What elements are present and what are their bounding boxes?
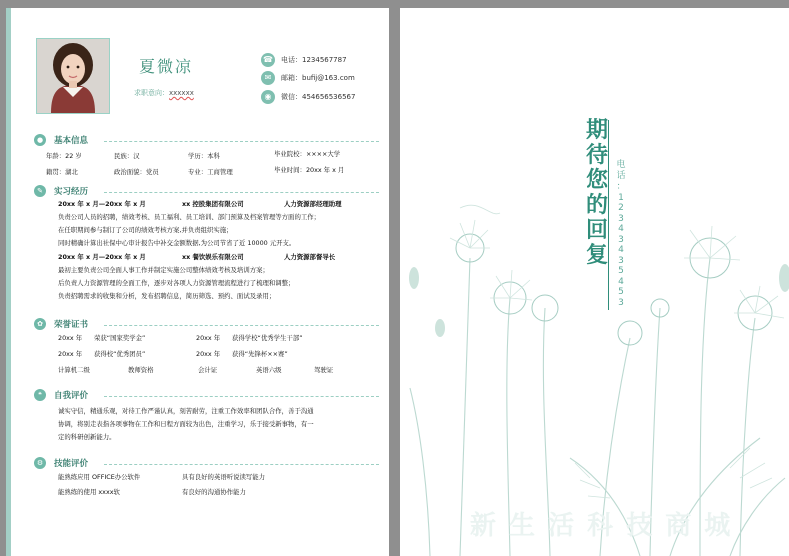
cover-phone-char: ： [616, 182, 626, 192]
resume-page [6, 8, 389, 556]
info-major: 专业：工商管理 [188, 168, 233, 176]
skill-item: 有良好的沟通协作能力 [182, 488, 246, 496]
phone-icon: ☎ [261, 53, 275, 67]
honor-item: 荣获“国家奖学金” [94, 334, 146, 342]
contact-wechat [261, 90, 355, 104]
cover-title-char: 期 [585, 117, 608, 143]
cover-phone-char: 1 [618, 192, 624, 203]
cover-phone-char: 4 [618, 224, 624, 234]
job2-company: xx 餐饮娱乐有限公司 [182, 253, 244, 261]
cover-phone-char: 4 [618, 276, 624, 287]
info-hometown: 籍贯：湖北 [46, 168, 78, 176]
award-icon: ✿ [34, 318, 46, 330]
skill-item: 能熟练应用 OFFICE办公软件 [58, 473, 141, 481]
self-eval-line: 诚实守信，精通乐观，对待工作严谨认真，刻苦耐劳，注重工作效率和团队合作，善于沟通 [58, 407, 314, 415]
cover-title-char: 您 [585, 167, 608, 193]
honor-item: 获得校“优秀团员” [94, 350, 146, 358]
profile-photo [36, 38, 110, 114]
accent-bar [6, 8, 11, 556]
contact-phone-text: 电话：1234567787 [281, 56, 347, 64]
section-title: 荣誉证书 [54, 320, 89, 330]
job-intent [134, 88, 194, 98]
job2-line: 负责招聘需求的收集和分析，发布招聘信息，简历筛选、预约、面试及录用； [58, 292, 276, 300]
self-eval-line: 协调，将别走表指各项事物在工作和日程方面较为出色，注重学习，乐于接受新事物，有一 [58, 420, 314, 428]
edit-icon: ✎ [34, 185, 46, 197]
section-honors [34, 319, 379, 379]
certificate: 英语六级 [256, 366, 282, 374]
job2-role: 人力资源部督导长 [284, 253, 336, 261]
cover-title-char: 回 [585, 217, 608, 243]
honor-year: 20xx 年 [58, 350, 83, 358]
contact-email [261, 71, 355, 85]
info-ethnicity: 民族：汉 [114, 152, 140, 160]
info-age: 年龄：22 岁 [46, 152, 82, 160]
section-experience [34, 186, 379, 311]
section-title: 实习经历 [54, 187, 89, 197]
section-self-eval [34, 390, 379, 440]
job1-role: 人力资源部经理助理 [284, 200, 342, 208]
cover-divider [608, 120, 609, 310]
skill-item: 具有良好的英语听说读写能力 [182, 473, 266, 481]
honor-item: 获得“先锋杯××赛” [232, 350, 288, 358]
dandelion-illustration [400, 8, 789, 556]
wechat-icon: ◉ [261, 90, 275, 104]
cover-phone-char: 3 [618, 255, 624, 266]
cover-phone-char: 3 [618, 213, 624, 224]
cover-title-char: 的 [585, 192, 608, 218]
job1-date: 20xx 年 x 月—20xx 年 x 月 [58, 200, 146, 208]
section-basic-info [34, 135, 379, 180]
certificate: 教师资格 [128, 366, 154, 374]
cover-phone-char: 3 [618, 234, 624, 245]
cover-phone-char: 3 [618, 297, 624, 308]
candidate-name: 夏微凉 [138, 57, 193, 76]
certificate: 计算机二级 [58, 366, 90, 374]
cover-phone [616, 160, 626, 308]
contact-email-text: 邮箱：bufij@163.com [281, 74, 355, 82]
job2-line: 最初主要负责公司全面人事工作并制定实施公司整体绩效考核及培训方案； [58, 266, 269, 274]
cover-phone-char: 4 [618, 245, 624, 255]
info-education: 学历：本科 [188, 152, 220, 160]
watermark: 新 生 活 科 技 商 城 [470, 511, 733, 541]
section-title: 技能评价 [54, 459, 89, 469]
job1-company: xx 控股集团有限公司 [182, 200, 244, 208]
honor-year: 20xx 年 [196, 334, 221, 342]
info-graduation: 毕业时间：20xx 年 x 月 [274, 166, 345, 174]
contact-phone [261, 53, 347, 67]
cover-title-char: 待 [585, 142, 608, 168]
job2-line: 后负责人力资源管理的全面工作，逐步对各项人力资源管理流程进行了梳理和调整； [58, 279, 295, 287]
settings-icon: ⚙ [34, 457, 46, 469]
certificate: 会计证 [198, 366, 218, 374]
section-skills [34, 458, 379, 498]
section-title: 自我评价 [54, 391, 89, 401]
job-intent-value: xxxxxx [169, 89, 194, 97]
self-eval-line: 定的科研创新能力。 [58, 433, 116, 441]
job1-line: 在任职期间参与制订了公司的绩效考核方案,并负责组织实施； [58, 226, 233, 234]
skill-item: 能熟练的使用 xxxx软 [58, 488, 120, 496]
comment-icon: ❝ [34, 389, 46, 401]
job-intent-label: 求职意向： [134, 89, 169, 97]
cover-phone-char: 2 [618, 203, 624, 213]
cover-page [400, 8, 789, 556]
section-title: 基本信息 [54, 136, 89, 146]
user-icon: ● [34, 134, 46, 146]
job2-date: 20xx 年 x 月—20xx 年 x 月 [58, 253, 146, 261]
contact-wechat-text: 微信：454656536567 [281, 93, 356, 101]
honor-year: 20xx 年 [196, 350, 221, 358]
honor-item: 获得学校“优秀学生干部” [232, 334, 303, 342]
honor-year: 20xx 年 [58, 334, 83, 342]
info-politics: 政治面貌：党员 [114, 168, 159, 176]
cover-phone-char: 5 [618, 266, 624, 276]
job1-line: 负责公司人员的招聘，绩效考核、员工福利、员工培训、部门预算及档案管理等方面的工作； [58, 213, 321, 221]
job1-line: 同时精确计算出社保中心审计报告中补交金额数据,为公司节省了近 10000 元开支。 [58, 239, 296, 247]
certificate: 驾驶证 [314, 366, 334, 374]
mail-icon: ✉ [261, 71, 275, 85]
info-school: 毕业院校：××××大学 [274, 150, 341, 158]
cover-phone-label: 电话 [616, 160, 626, 181]
cover-title-char: 复 [585, 242, 608, 268]
cover-phone-char: 5 [618, 287, 624, 297]
